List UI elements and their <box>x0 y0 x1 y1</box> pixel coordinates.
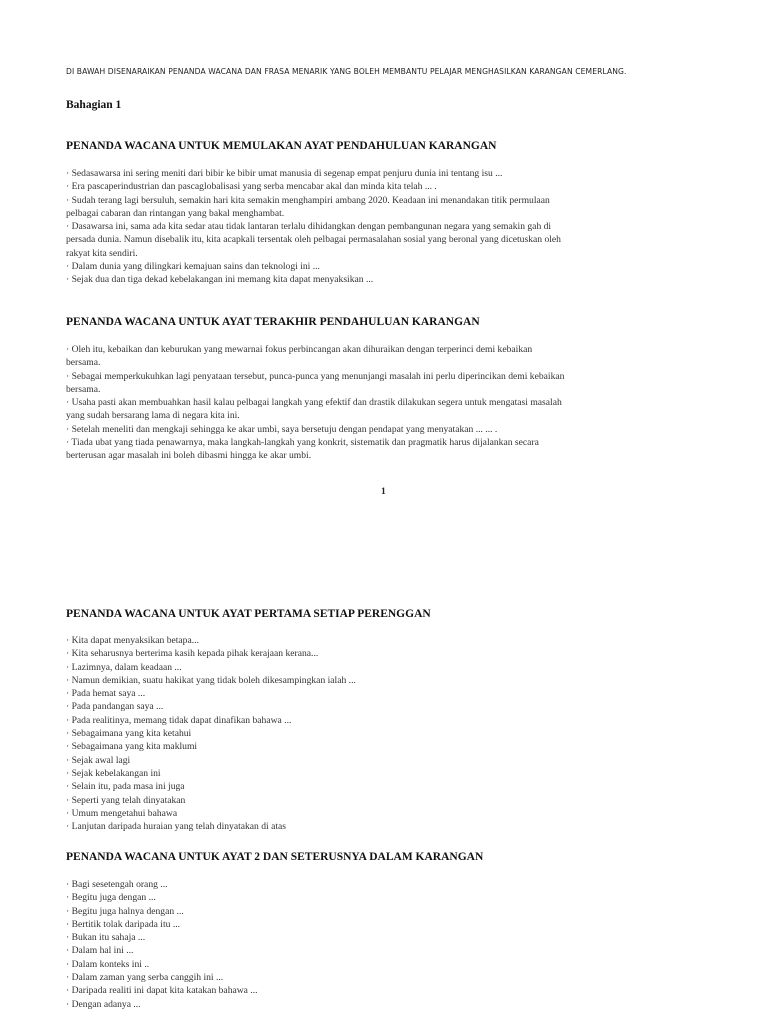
list-item: · Kita dapat menyaksikan betapa... <box>66 635 199 646</box>
list-item: · Era pascaperindustrian dan pascaglobalisasi yang serba mencabar akal dan minda kita telah ... . <box>66 181 437 193</box>
list-item: · Tiada ubat yang tiada penawarnya, maka langkah-langkah yang konkrit, sistematik dan pragmatik harus dijalankan secara berterusan agar masalah ini boleh dibasmi hingga ke akar umbi. <box>66 437 539 462</box>
list-item: · Selain itu, pada masa ini juga <box>66 781 185 793</box>
list-item: · Setelah meneliti dan mengkaji sehingga ke akar umbi, saya bersetuju dengan pendapat yang menyatakan ... ... . <box>66 423 498 435</box>
list-item: · Seperti yang telah dinyatakan <box>66 794 186 806</box>
section-heading: PENANDA WACANA UNTUK MEMULAKAN AYAT PENDAHULUAN KARANGAN <box>66 140 497 152</box>
list-item: · Umum mengetahui bahawa <box>66 807 178 819</box>
list-item: · Usaha pasti akan membuahkan hasil kalau pelbagai langkah yang efektif dan drastik dilakukan segera untuk mengatasi masalah yang sudah bersarang lama di negara kita ini. <box>66 397 562 422</box>
list-item: · Pada pandangan saya ... <box>66 701 164 713</box>
list-item: · Sebagaimana yang kita ketahui <box>66 728 192 740</box>
list-item: · Begitu juga dengan ... <box>66 892 156 904</box>
list-item: · Pada hemat saya ... <box>66 688 146 700</box>
list-item: · Bertitik tolak daripada itu ... <box>66 918 181 930</box>
list-item: · Bagi sesetengah orang ... <box>66 879 168 890</box>
section-heading: PENANDA WACANA UNTUK AYAT 2 DAN SETERUSNYA DALAM KARANGAN <box>66 851 484 863</box>
list-item: · Dalam dunia yang dilingkari kemajuan sains dan teknologi ini ... <box>66 261 320 273</box>
list-item: · Dalam hal ini ... <box>66 945 134 957</box>
list-item: · Dalam konteks ini .. <box>66 958 150 970</box>
list-item: · Sejak kebelakangan ini <box>66 767 161 779</box>
list-item: · Bukan itu sahaja ... <box>66 932 146 944</box>
phrase-list <box>66 634 566 833</box>
phrase-list <box>66 878 566 1011</box>
page-number: 1 <box>381 487 386 497</box>
list-item: · Sebagaimana yang kita maklumi <box>66 741 198 753</box>
list-item: · Namun demikian, suatu hakikat yang tidak boleh dikesampingkan ialah ... <box>66 674 356 686</box>
list-item: · Sejak dua dan tiga dekad kebelakangan ini memang kita dapat menyaksikan ... <box>66 274 374 286</box>
list-item: · Lanjutan daripada huraian yang telah dinyatakan di atas <box>66 821 287 833</box>
section-heading: PENANDA WACANA UNTUK AYAT PERTAMA SETIAP PERENGGAN <box>66 608 431 620</box>
section-label: Bahagian 1 <box>66 99 122 111</box>
list-item: · Dengan adanya ... <box>66 998 141 1010</box>
list-item: · Pada realitinya, memang tidak dapat dinafikan bahawa ... <box>66 714 292 726</box>
list-item: · Oleh itu, kebaikan dan keburukan yang mewarnai fokus perbincangan akan dihuraikan dengan terperinci demi kebaikan bersama. <box>66 344 533 369</box>
phrase-list <box>66 167 566 287</box>
list-item: · Begitu juga halnya dengan ... <box>66 905 184 917</box>
list-item: · Sedasawarsa ini sering meniti dari bibir ke bibir umat manusia di segenap empat penjuru dunia ini tentang isu ... <box>66 168 503 179</box>
list-item: · Lazimnya, dalam keadaan ... <box>66 661 182 673</box>
list-item: · Sebagai memperkukuhkan lagi penyataan tersebut, punca-punca yang menunjangi masalah ini perlu diperincikan demi kebaikan bersama. <box>66 370 565 395</box>
section-heading: PENANDA WACANA UNTUK AYAT TERAKHIR PENDAHULUAN KARANGAN <box>66 316 480 328</box>
list-item: · Sudah terang lagi bersuluh, semakin hari kita semakin menghampiri ambang 2020. Keadaan ini menandakan titik permulaan pelbagai cabaran dan rintangan yang bakal menghambat. <box>66 194 550 219</box>
intro-text: DI BAWAH DISENARAIKAN PENANDA WACANA DAN FRASA MENARIK YANG BOLEH MEMBANTU PELAJAR MENGHASILKAN KARANGAN CEMERLANG. <box>66 67 627 76</box>
list-item: · Dalam zaman yang serba canggih ini ... <box>66 972 224 984</box>
list-item: · Kita seharusnya berterima kasih kepada pihak kerajaan kerana... <box>66 648 319 660</box>
phrase-list <box>66 343 566 463</box>
list-item: · Dasawarsa ini, sama ada kita sedar atau tidak lantaran terlalu dihidangkan dengan pembangunan negara yang semakin gah di persada dunia. Namun disebalik itu, kita acapkali tersentak oleh pelbagai permasalahan sosial yang beronal yang dicetuskan oleh rakyat kita sendiri. <box>66 221 561 259</box>
list-item: · Sejak awal lagi <box>66 754 131 766</box>
list-item: · Daripada realiti ini dapat kita katakan bahawa ... <box>66 985 258 997</box>
